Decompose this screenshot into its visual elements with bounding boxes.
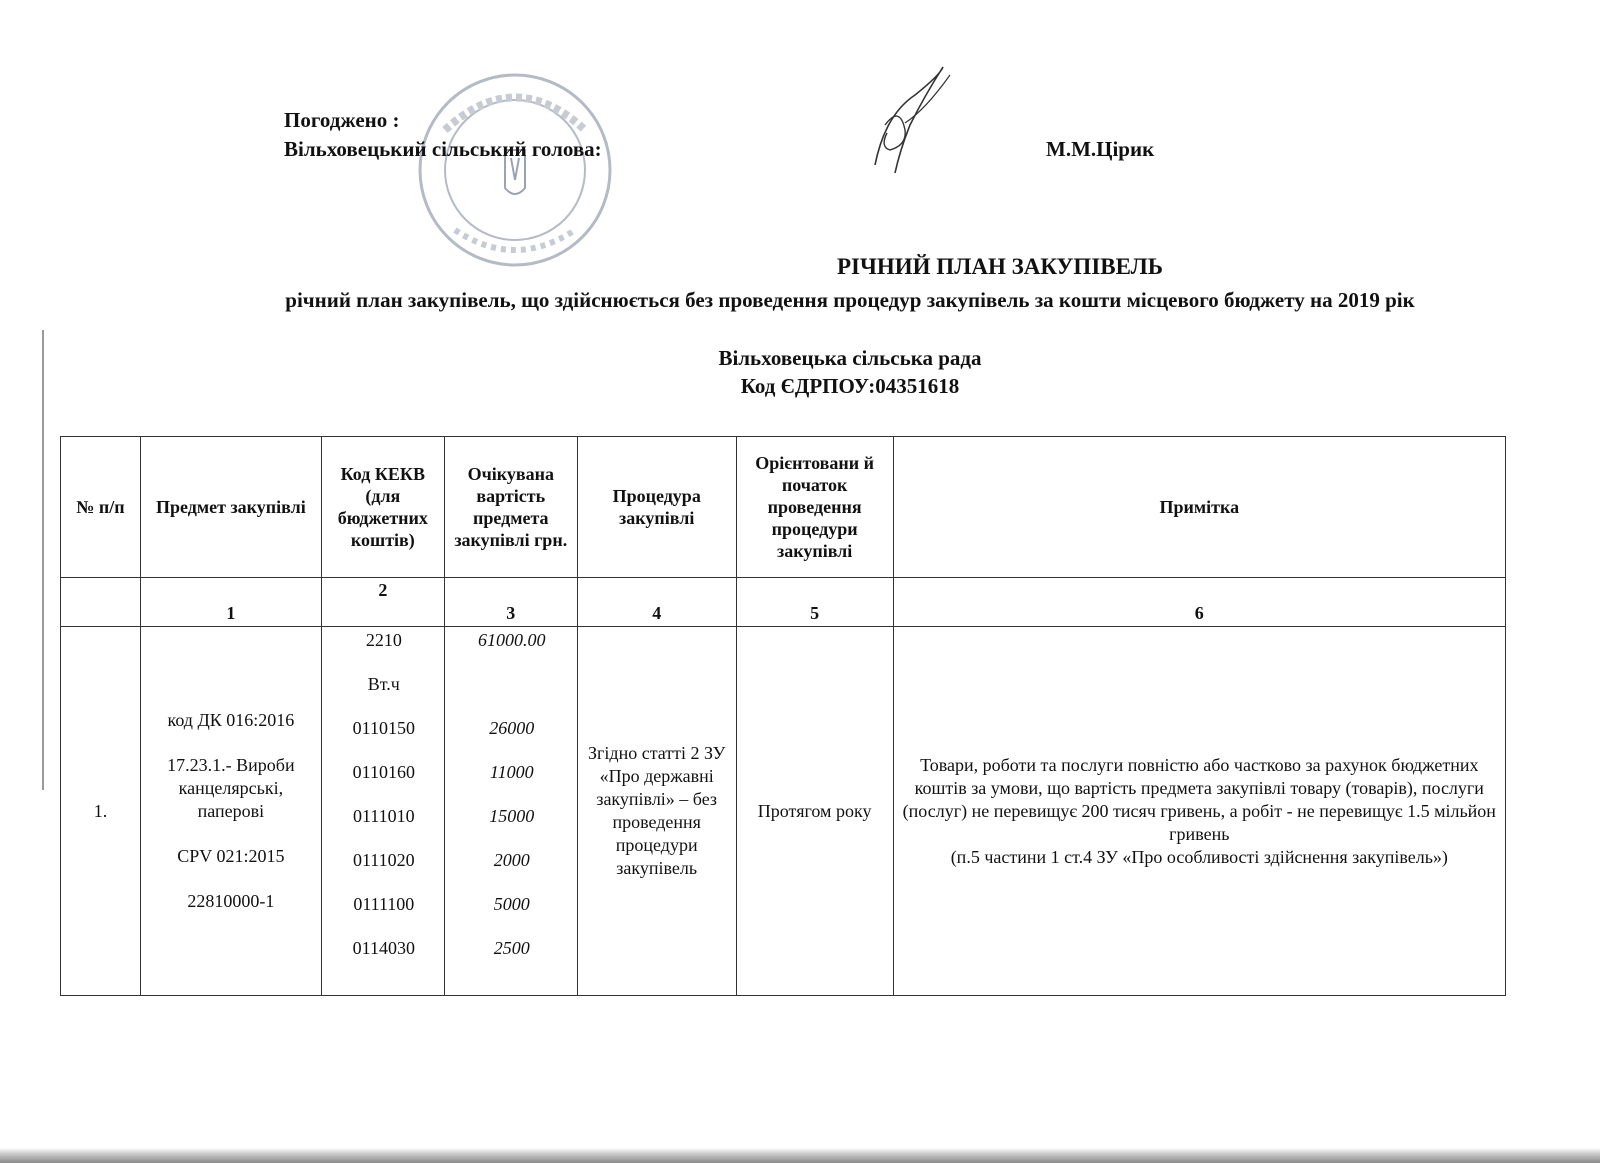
kekv-line: 0111010 xyxy=(352,806,415,826)
header-kekv: Код КЕКВ (для бюджетних коштів) xyxy=(321,437,444,578)
kekv-line: 0111100 xyxy=(353,894,415,914)
header-start: Орієнтовани й початок проведення процедури закупівлі xyxy=(736,437,893,578)
note-text: Товари, роботи та послуги повністю або частково за рахунок бюджетних коштів за умови, що вартість предмета закупівлі товару (товарів), послуги (послуг) не перевищує 200 тисяч гривень, а робіт - не перевищує 1.5 мільйон гривень xyxy=(902,754,1496,844)
header-note: Примітка xyxy=(893,437,1505,578)
scan-margin-line xyxy=(42,330,44,790)
organization-name: Вільховецька сільська рада xyxy=(718,346,982,370)
kekv-line: 0111020 xyxy=(352,850,415,870)
kekv-line: 2210 xyxy=(365,630,402,650)
approval-block xyxy=(284,106,1155,164)
column-number-3: 3 xyxy=(444,578,577,627)
column-number-row xyxy=(61,578,1506,627)
kekv-line: 0110160 xyxy=(352,762,415,782)
column-number-6: 6 xyxy=(893,578,1505,627)
value-line: 2500 xyxy=(493,938,530,958)
value-line: 2000 xyxy=(493,850,530,870)
kekv-line: 0114030 xyxy=(352,938,415,958)
document-subtitle: річний план закупівель, що здійснюється без проведення процедур закупівель за кошти місцевого бюджету на 2019 рік xyxy=(285,288,1415,312)
approval-name: М.М.Цірик xyxy=(1046,137,1155,161)
row-subject xyxy=(140,627,321,996)
header-number: № п/п xyxy=(61,437,141,578)
scan-bottom-edge xyxy=(0,1148,1600,1163)
table-header-row xyxy=(61,437,1506,578)
kekv-line: Вт.ч xyxy=(367,674,400,694)
column-number-2: 2 xyxy=(321,578,444,627)
signature xyxy=(855,55,965,185)
approval-label: Погоджено : xyxy=(284,108,400,132)
value-line: 61000.00 xyxy=(478,630,546,650)
subject-line: CPV 021:2015 xyxy=(177,846,285,866)
column-number-4: 4 xyxy=(577,578,736,627)
value-line: 11000 xyxy=(489,762,534,782)
subject-line: код ДК 016:2016 xyxy=(167,710,295,730)
row-number: 1. xyxy=(61,627,141,996)
column-number-1: 1 xyxy=(140,578,321,627)
value-line xyxy=(451,673,573,717)
procurement-table xyxy=(60,436,1506,996)
header-subject: Предмет закупівлі xyxy=(140,437,321,578)
header-value: Очікувана вартість предмета закупівлі грн. xyxy=(444,437,577,578)
row-procedure: Згідно статті 2 ЗУ «Про державні закупівлі» – без проведення процедури закупівель xyxy=(577,627,736,996)
approval-position: Вільховецький сільський голова: xyxy=(284,137,602,161)
row-note xyxy=(893,627,1505,996)
row-start: Протягом року xyxy=(736,627,893,996)
kekv-line: 0110150 xyxy=(352,718,415,738)
edrpou-code: Код ЄДРПОУ:04351618 xyxy=(740,374,960,398)
table-row xyxy=(61,627,1506,996)
row-values xyxy=(444,627,577,996)
subject-line: 17.23.1.- Вироби канцелярські, паперові xyxy=(167,755,295,821)
row-kekv xyxy=(321,627,444,996)
subject-line: 22810000-1 xyxy=(187,891,275,911)
value-line: 5000 xyxy=(493,894,530,914)
column-number-0 xyxy=(61,578,141,627)
official-seal xyxy=(415,70,615,270)
value-line: 15000 xyxy=(489,806,535,826)
value-line: 26000 xyxy=(489,718,535,738)
note-reference: (п.5 частини 1 ст.4 ЗУ «Про особливості здійснення закупівель») xyxy=(950,846,1448,867)
header-procedure: Процедура закупівлі xyxy=(577,437,736,578)
column-number-5: 5 xyxy=(736,578,893,627)
document-title: РІЧНИЙ ПЛАН ЗАКУПІВЕЛЬ xyxy=(837,254,1163,279)
